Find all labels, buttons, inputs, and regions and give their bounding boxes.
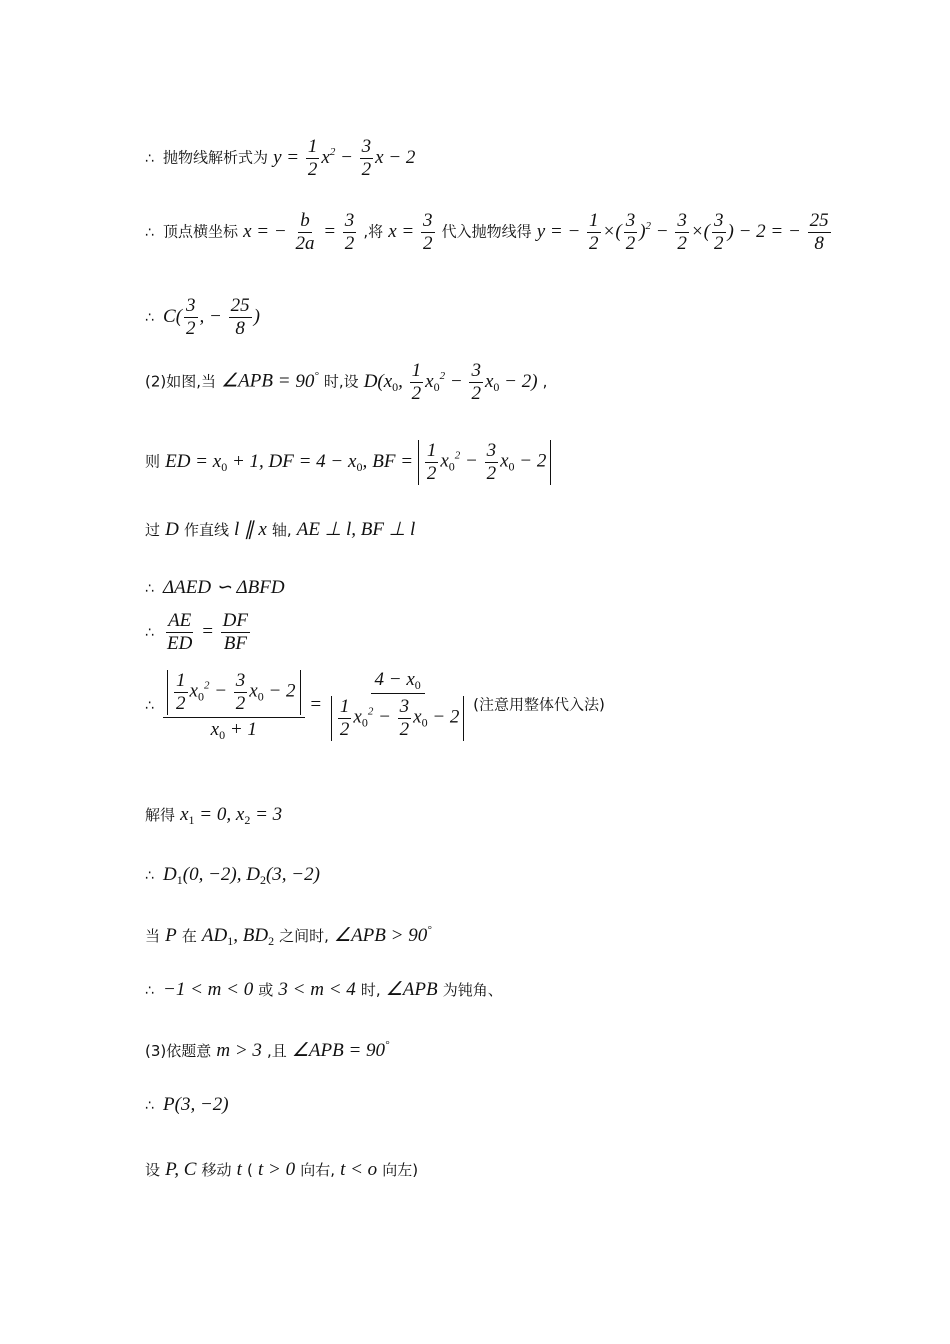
line-point-c [145, 295, 260, 340]
text-right: 向右, [300, 1161, 335, 1179]
formula-equation: $\frac{1}{2}$ $x_0^2$ − $\frac{3}{2}$ $x_0 - 2$ $x_0 + 1$ = $4 - x_0$ $\frac{1}{2}$ $x_0^2$ − $\frac{3}{2}$ $x_0 - 2$ [163, 694, 473, 715]
formula-angle-gt: ∠APB > 90° [334, 924, 432, 946]
formula-x-value: x = $\frac{3}{2}$ [388, 210, 433, 254]
text-move: 移动 [201, 1161, 232, 1179]
line-move [145, 1160, 418, 1179]
therefore-symbol: ∴ [145, 624, 154, 641]
formula-range-2: 3 < m < 4 [278, 979, 356, 1000]
line-solutions [145, 805, 282, 826]
formula-solutions: $x_1 = 0$, $x_2 = 3$ [180, 804, 283, 827]
formula-t-lt-o: t < o [340, 1159, 378, 1180]
therefore-symbol: ∴ [145, 868, 154, 884]
line-part2 [145, 360, 547, 405]
formula-point-p: P(3, −2) [163, 1094, 229, 1115]
line-d-points [145, 865, 320, 886]
text-axis: 轴, [271, 521, 292, 539]
text-comma: , [542, 372, 548, 391]
line-similar [145, 578, 285, 597]
text-substitute: ,将 [363, 222, 384, 241]
line-draw-line [145, 520, 415, 539]
formula-p: P [165, 925, 177, 946]
therefore-symbol: ∴ [145, 697, 154, 714]
line-vertex [145, 210, 833, 255]
text-draw-line: 作直线 [183, 521, 229, 539]
text-at: 在 [181, 927, 197, 945]
formula-point-d: $D(x_0$, $\frac{1}{2}$ $x_0^2$ − $\frac{3}{2}$ $x_0 - 2$) [363, 360, 538, 404]
text-or: 或 [258, 981, 274, 999]
text-set: 时,设 [323, 372, 359, 391]
formula-d-points: $D_1(0$, −2), $D_2(3$, −2) [163, 864, 320, 887]
text-left: 向左) [382, 1161, 419, 1179]
line-between [145, 925, 432, 947]
text-part3-label: (3)依题意 [145, 1042, 212, 1060]
therefore-symbol: ∴ [145, 983, 154, 999]
line-obtuse [145, 980, 503, 999]
formula-m-gt-3: m > 3 [216, 1040, 262, 1061]
formula-point-c: C( $\frac{3}{2}$ , − $\frac{25}{8}$ ) [163, 295, 260, 339]
line-equation [145, 668, 605, 743]
formula-perpendicular: AE ⊥ l, BF ⊥ l [296, 519, 416, 540]
therefore-symbol: ∴ [145, 150, 154, 167]
text-part2-label: (2)如图,当 [145, 372, 217, 391]
text-obtuse: 为钝角、 [442, 981, 503, 999]
formula-t-gt-0: t > 0 [257, 1159, 296, 1180]
line-point-p [145, 1095, 229, 1114]
formula-vertex-x: x = − $\frac{b}{2a}$ = $\frac{3}{2}$ [243, 210, 355, 254]
text-then: 则 [145, 452, 161, 471]
formula-ratio: $\frac{AE}{ED}$ = $\frac{DF}{BF}$ [167, 610, 248, 654]
therefore-symbol: ∴ [145, 1098, 154, 1114]
formula-d: D [165, 519, 179, 540]
text-into-parabola: 代入抛物线得 [441, 222, 532, 241]
line-parabola [145, 136, 415, 181]
formula-range-1: −1 < m < 0 [163, 979, 254, 1000]
line-ed-df-bf [145, 440, 551, 485]
text-solve: 解得 [145, 806, 176, 824]
text-through: 过 [145, 521, 161, 539]
text-time: 时, [360, 981, 381, 999]
formula-similar-triangles: ΔAED ∽ ΔBFD [163, 577, 285, 598]
therefore-symbol: ∴ [145, 581, 154, 597]
formula-bf: BF = $\frac{1}{2}$ $x_0^2$ − $\frac{3}{2}$ $x_0 - 2$ [372, 451, 551, 472]
text-let: 设 [145, 1161, 161, 1179]
formula-ad-bd: $AD_1$, $BD_2$ [201, 925, 275, 948]
formula-p-c: P, C [165, 1159, 197, 1180]
formula-angle-eq: ∠APB = 90° [291, 1039, 390, 1061]
line-ratio [145, 610, 252, 655]
formula-ed-df: ED = $x_0 + 1$, DF = $4 - x_0$, [165, 450, 368, 474]
text-paren: ( [247, 1161, 253, 1179]
therefore-symbol: ∴ [145, 224, 154, 241]
text-note-substitution: (注意用整体代入法) [473, 695, 605, 714]
formula-angle: ∠APB [385, 979, 438, 1000]
text-vertex-label: 顶点横坐标 [163, 222, 239, 241]
line-part3 [145, 1040, 389, 1060]
text-parabola-label: 抛物线解析式为 [163, 148, 269, 167]
text-between: 之间时, [279, 927, 329, 945]
text-when: 当 [145, 927, 161, 945]
text-and: ,且 [266, 1042, 287, 1060]
formula-angle-apb: ∠APB = 90° [221, 369, 319, 392]
formula-l-parallel-x: l ∥ x [234, 519, 267, 540]
formula-vertex-y: y = − $\frac{1}{2}$ ×( $\frac{3}{2}$ )$^2$ − $\frac{3}{2}$ ×( $\frac{3}{2}$ ) − 2 = − $\frac{25}{8}$ [536, 210, 829, 254]
formula-parabola: y = $\frac{1}{2}$ $x^2$ − $\frac{3}{2}$ x − 2 [273, 136, 416, 180]
formula-t: t [236, 1159, 242, 1180]
therefore-symbol: ∴ [145, 309, 154, 326]
